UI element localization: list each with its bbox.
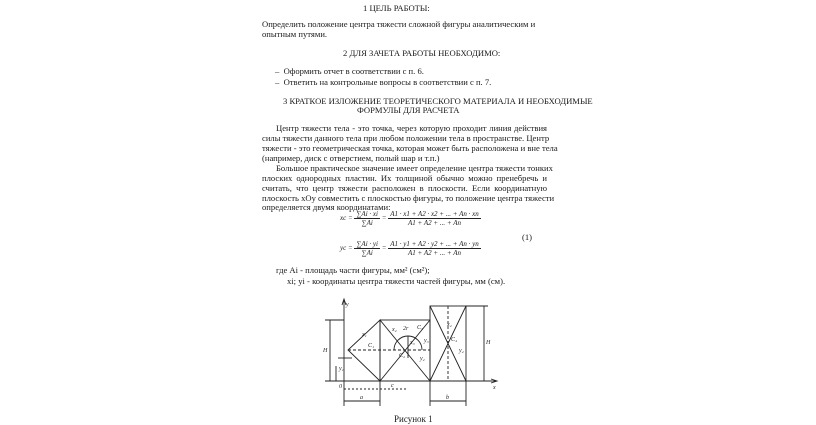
label-x1: x₁	[362, 332, 367, 338]
figure-caption: Рисунок 1	[394, 414, 433, 424]
paragraph-line: плоских однородных пластин. Их толщиной обычно можно пренебречь и	[262, 173, 547, 183]
label-y2: y₂	[420, 356, 425, 362]
label-y4: y₄	[459, 348, 464, 354]
paragraph-line: Центр тяжести тела - это точка, через которую проходит линия действия	[276, 123, 547, 133]
label-origin: 0	[339, 384, 342, 390]
label-x3: x₃	[410, 340, 415, 346]
label-2r: 2r	[403, 326, 409, 332]
label-h-left: H	[323, 348, 328, 354]
theory-heading: 3 КРАТКОЕ ИЗЛОЖЕНИЕ ТЕОРЕТИЧЕСКОГО МАТЕРИАЛА И НЕОБХОДИМЫЕ	[283, 96, 593, 106]
triangle-shape	[348, 320, 380, 381]
label-c: c	[391, 383, 394, 389]
paragraph-line: силы тяжести данного тела при любом положении тела в пространстве. Центр	[262, 133, 550, 143]
label-x4: x₄	[447, 322, 452, 328]
label-x: x	[493, 385, 496, 391]
formula-xc: xc = $\frac{\sum Ai \cdot xi}{\sum Ai}$ = $\frac{A1 \cdot x1 + A2 \cdot x2 + ... + An \cdot xn}{A1 + A2 + ... + An}$	[340, 210, 479, 227]
requirements-heading: 2 ДЛЯ ЗАЧЕТА РАБОТЫ НЕОБХОДИМО:	[343, 48, 501, 58]
goal-text-line1: Определить положение центра тяжести сложной фигуры аналитическим и	[262, 19, 536, 29]
label-c4: C₄	[451, 337, 458, 343]
paragraph-line: тяжести - это геометрическая точка, которая может быть расположена и вне тела	[262, 143, 558, 153]
label-c2: C₂	[399, 353, 406, 359]
paragraph-line: Большое практическое значение имеет определение центра тяжести тонких	[276, 163, 553, 173]
legend-area: где Ai - площадь части фигуры, мм² (см²);	[276, 265, 430, 275]
label-y1: y₁	[339, 366, 344, 372]
requirement-item: – Оформить отчет в соответствии с п. 6.	[275, 66, 424, 76]
formula-yc: yc = $\frac{\sum Ai \cdot yi}{\sum Ai}$ = $\frac{A1 \cdot y1 + A2 \cdot y2 + ... + An \cdot yn}{A1 + A2 + ... + An}$	[340, 240, 479, 257]
paragraph-line: считать, что центр тяжести расположен в плоскости. Если координатную	[262, 183, 547, 193]
label-y: y	[346, 302, 349, 308]
theory-heading-line2: ФОРМУЛЫ ДЛЯ РАСЧЕТА	[357, 105, 460, 115]
goal-heading: 1 ЦЕЛЬ РАБОТЫ:	[363, 3, 430, 13]
label-c3: C₃	[417, 325, 424, 331]
label-b: b	[446, 395, 449, 401]
label-x2: x₂	[392, 327, 397, 333]
label-h-right: H	[486, 340, 491, 346]
label-a: a	[360, 395, 363, 401]
formula-number: (1)	[522, 232, 533, 242]
label-c1: C₁	[368, 343, 375, 349]
label-y3: y₃	[424, 338, 429, 344]
paragraph-line: (например, диск с отверстием, полый шар и т.п.)	[262, 153, 440, 163]
goal-text-line2: опытным путями.	[262, 29, 328, 39]
paragraph-line: определяется двумя координатами:	[262, 202, 391, 212]
legend-coords: xi; yi - координаты центра тяжести частей фигуры, мм (см).	[287, 276, 506, 286]
requirement-item: – Ответить на контрольные вопросы в соответствии с п. 7.	[275, 77, 492, 87]
paragraph-line: плоскость xOy совместить с плоскостью фигуры, то положение центра тяжести	[262, 193, 555, 203]
